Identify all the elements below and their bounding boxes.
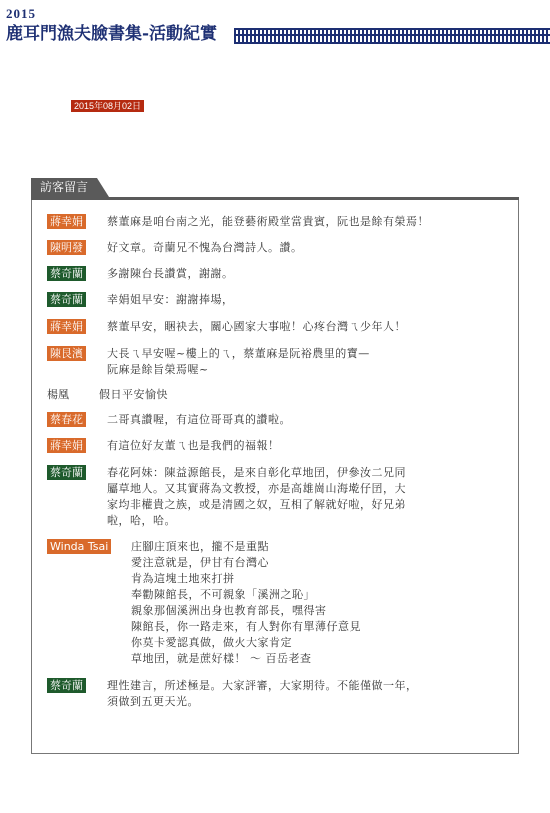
comment-line: 多謝陳台長讚賞，謝謝。 <box>107 267 234 280</box>
guestbook-tab-corner <box>97 178 109 197</box>
comment-text <box>107 678 418 710</box>
page-title: 鹿耳門漁夫臉書集-活動紀實 <box>6 24 218 44</box>
comment-text <box>107 214 429 230</box>
comment-text <box>107 465 406 529</box>
comment-line: 蔡董麻是咱台南之光，能登藝術殿堂當貴賓，阮也是餘有榮焉！ <box>107 215 429 228</box>
commenter-name[interactable]: 蔣幸娟 <box>47 438 86 453</box>
comment-line: 草地囝，就是蔗好樣！ ～ 百岳老查 <box>131 652 312 665</box>
page-header <box>6 6 550 46</box>
comment-line: 有這位好友董ㄟ也是我們的福報！ <box>107 439 280 452</box>
comment-text <box>107 292 234 308</box>
comment-line: 理性建言，所述極是。大家評審，大家期待。不能僅做一年， <box>107 679 418 692</box>
commenter-name[interactable]: 蔡奇蘭 <box>47 292 86 307</box>
comment-line: 庄腳庄頂來也，攏不是重點 <box>131 540 269 553</box>
comment-line: 奉勸陳館長，不可親象「溪洲之恥」 <box>131 588 315 601</box>
header-year: 2015 <box>6 6 36 21</box>
comment-line: 二哥真讚喔，有這位哥哥真的讚啦。 <box>107 413 291 426</box>
comment-line: 春花阿妹：陳益源館長，是來自彰化草地囝，伊參汝二兄同 <box>107 466 406 479</box>
comment-line: 家均非權貴之族，或是清國之奴，互相了解就好啦，好兄弟 <box>107 498 406 511</box>
comment-line: 須做到五更天光。 <box>107 695 199 708</box>
commenter-name[interactable]: 蔣幸娟 <box>47 319 86 334</box>
comment-line: 阮麻是餘旨榮焉喔~ <box>107 363 209 376</box>
commenter-name[interactable]: 楊凰 <box>47 388 69 401</box>
comment-line: 幸娟姐早安：謝謝捧場， <box>107 293 234 306</box>
comment-line: 屬草地人。又其實蔣為文教授，亦是高雄崗山海墘仔囝，大 <box>107 482 406 495</box>
comment-text <box>107 319 406 335</box>
guestbook-panel <box>31 178 519 754</box>
commenter-name[interactable]: 陳艮濱 <box>47 346 86 361</box>
commenter-name[interactable]: Winda Tsai <box>47 539 111 554</box>
comment-text <box>107 438 280 454</box>
commenter-name[interactable]: 陳明發 <box>47 240 86 255</box>
commenter-name[interactable]: 蔣幸娟 <box>47 214 86 229</box>
comment-line: 陳館長，你一路走來，有人對你有單薄仔意見 <box>131 620 361 633</box>
comment-line: 親象那個溪洲出身也教育部長，嘿得害 <box>131 604 327 617</box>
comment-text <box>107 346 370 378</box>
commenter-name[interactable]: 蔡奇蘭 <box>47 678 86 693</box>
comment-text <box>99 387 168 403</box>
comment-text <box>107 266 234 282</box>
commenter-name[interactable]: 蔡春花 <box>47 412 86 427</box>
decorative-band <box>234 28 550 44</box>
comment-line: 肯為這塊土地來打拼 <box>131 572 235 585</box>
comment-text <box>107 412 291 428</box>
commenter-name[interactable]: 蔡奇蘭 <box>47 465 86 480</box>
comment-line: 蔡董早安，睏袂去，關心國家大事啦！心疼台灣ㄟ少年人！ <box>107 320 406 333</box>
commenter-name[interactable]: 蔡奇蘭 <box>47 266 86 281</box>
comment-text <box>131 539 361 667</box>
comment-text <box>107 240 303 256</box>
comment-line: 大長ㄟ早安喔~樓上的ㄟ，蔡董麻是阮裕農里的寶— <box>107 347 370 360</box>
comment-line: 好文章。奇蘭兄不愧為台灣詩人。讚。 <box>107 241 303 254</box>
comment-line: 假日平安愉快 <box>99 388 168 401</box>
comment-line: 愛注意就是，伊甘有台灣心 <box>131 556 269 569</box>
guestbook-tab: 訪客留言 <box>31 178 97 197</box>
date-badge: 2015年08月02日 <box>71 100 144 112</box>
comment-line: 你莫卡愛認真做，做火大家肯定 <box>131 636 292 649</box>
comment-line: 啦，哈，哈。 <box>107 514 176 527</box>
